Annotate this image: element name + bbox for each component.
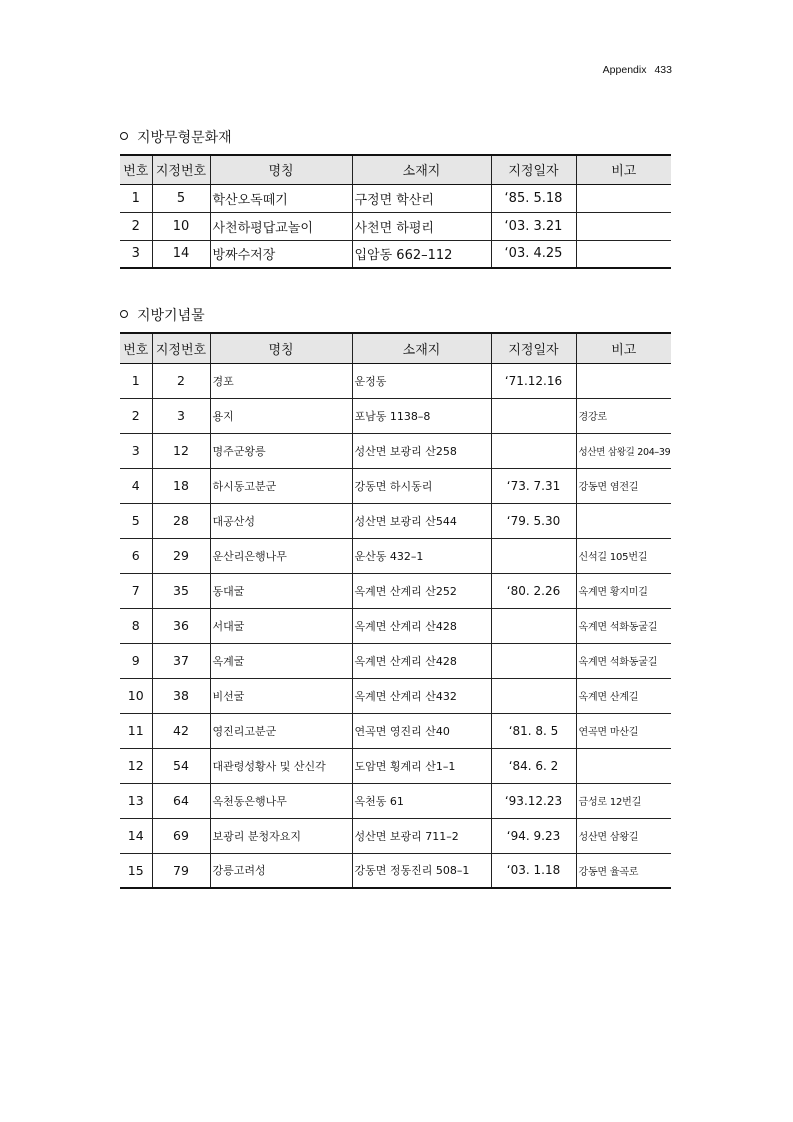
cell-name: 옥천동은행나무 xyxy=(210,783,352,818)
table-row xyxy=(120,818,671,853)
table-header-row xyxy=(120,333,671,363)
page-number: 433 xyxy=(654,64,672,76)
cell-location: 성산면 보광리 산544 xyxy=(352,503,491,538)
cell-location: 구정면 학산리 xyxy=(352,184,491,212)
cell-designation-number: 12 xyxy=(152,433,210,468)
cell-designation-date: ‘84. 6. 2 xyxy=(491,748,576,783)
cell-location: 운정동 xyxy=(352,363,491,398)
page-header xyxy=(560,64,672,76)
cell-designation-number: 36 xyxy=(152,608,210,643)
table-header-row xyxy=(120,155,671,184)
cell-remarks: 연곡면 마산길 xyxy=(576,713,671,748)
cell-remarks: 옥계면 석화동굴길 xyxy=(576,643,671,678)
cell-location: 옥계면 산계리 산428 xyxy=(352,643,491,678)
table-row xyxy=(120,643,671,678)
cell-name: 영진리고분군 xyxy=(210,713,352,748)
column-header-designation-date: 지정일자 xyxy=(491,155,576,184)
cell-designation-number: 14 xyxy=(152,240,210,268)
cell-number: 9 xyxy=(120,643,152,678)
cell-designation-number: 54 xyxy=(152,748,210,783)
column-header-designation-number: 지정번호 xyxy=(152,155,210,184)
column-header-name: 명칭 xyxy=(210,155,352,184)
table-row xyxy=(120,853,671,888)
cell-designation-date xyxy=(491,398,576,433)
cell-name: 동대굴 xyxy=(210,573,352,608)
cell-number: 3 xyxy=(120,240,152,268)
cell-remarks: 신석길 105번길 xyxy=(576,538,671,573)
column-header-location: 소재지 xyxy=(352,155,491,184)
cell-location: 옥천동 61 xyxy=(352,783,491,818)
cell-name: 보광리 분청자요지 xyxy=(210,818,352,853)
table-row xyxy=(120,363,671,398)
column-header-designation-date: 지정일자 xyxy=(491,333,576,363)
cell-name: 학산오독떼기 xyxy=(210,184,352,212)
cell-name: 사천하평답교놀이 xyxy=(210,212,352,240)
cell-designation-number: 37 xyxy=(152,643,210,678)
cell-remarks: 강동면 율곡로 xyxy=(576,853,671,888)
intangible-heritage-table xyxy=(120,154,671,269)
table-row xyxy=(120,433,671,468)
cell-number: 1 xyxy=(120,363,152,398)
cell-remarks: 옥계면 황지미길 xyxy=(576,573,671,608)
column-header-location: 소재지 xyxy=(352,333,491,363)
cell-name: 경포 xyxy=(210,363,352,398)
cell-remarks xyxy=(576,363,671,398)
cell-designation-date: ‘93.12.23 xyxy=(491,783,576,818)
cell-designation-number: 3 xyxy=(152,398,210,433)
cell-designation-number: 29 xyxy=(152,538,210,573)
table-row xyxy=(120,240,671,268)
cell-designation-number: 79 xyxy=(152,853,210,888)
cell-name: 운산리은행나무 xyxy=(210,538,352,573)
cell-designation-number: 18 xyxy=(152,468,210,503)
cell-number: 3 xyxy=(120,433,152,468)
cell-number: 1 xyxy=(120,184,152,212)
circle-bullet-icon xyxy=(120,310,128,318)
cell-location: 도암면 횡계리 산1–1 xyxy=(352,748,491,783)
table-row xyxy=(120,468,671,503)
cell-designation-date xyxy=(491,608,576,643)
section-title-intangible-heritage: 지방무형문화재 xyxy=(120,127,232,147)
column-header-number: 번호 xyxy=(120,155,152,184)
cell-name: 대공산성 xyxy=(210,503,352,538)
cell-designation-number: 2 xyxy=(152,363,210,398)
cell-designation-number: 69 xyxy=(152,818,210,853)
cell-number: 12 xyxy=(120,748,152,783)
cell-remarks xyxy=(576,748,671,783)
cell-remarks: 강동면 염전길 xyxy=(576,468,671,503)
column-header-remarks: 비고 xyxy=(576,333,671,363)
cell-number: 14 xyxy=(120,818,152,853)
column-header-name: 명칭 xyxy=(210,333,352,363)
cell-designation-date xyxy=(491,433,576,468)
cell-number: 13 xyxy=(120,783,152,818)
cell-location: 강동면 하시동리 xyxy=(352,468,491,503)
section-title-monuments: 지방기념물 xyxy=(120,305,205,325)
cell-designation-number: 42 xyxy=(152,713,210,748)
cell-remarks xyxy=(576,184,671,212)
cell-name: 용지 xyxy=(210,398,352,433)
cell-location: 성산면 보광리 산258 xyxy=(352,433,491,468)
cell-location: 사천면 하평리 xyxy=(352,212,491,240)
table-row xyxy=(120,608,671,643)
table-row xyxy=(120,573,671,608)
cell-name: 강릉고려성 xyxy=(210,853,352,888)
cell-name: 하시동고분군 xyxy=(210,468,352,503)
cell-location: 옥계면 산계리 산252 xyxy=(352,573,491,608)
cell-number: 15 xyxy=(120,853,152,888)
cell-designation-number: 38 xyxy=(152,678,210,713)
cell-designation-number: 64 xyxy=(152,783,210,818)
cell-name: 명주군왕릉 xyxy=(210,433,352,468)
cell-remarks: 경강로 xyxy=(576,398,671,433)
cell-name: 방짜수저장 xyxy=(210,240,352,268)
appendix-label: Appendix xyxy=(602,64,647,76)
cell-number: 4 xyxy=(120,468,152,503)
cell-remarks: 옥계면 산계길 xyxy=(576,678,671,713)
cell-designation-date xyxy=(491,678,576,713)
cell-designation-date: ‘73. 7.31 xyxy=(491,468,576,503)
cell-number: 11 xyxy=(120,713,152,748)
table-row xyxy=(120,783,671,818)
table-row xyxy=(120,748,671,783)
table-row xyxy=(120,538,671,573)
cell-remarks xyxy=(576,503,671,538)
cell-remarks: 금성로 12번길 xyxy=(576,783,671,818)
cell-designation-date xyxy=(491,643,576,678)
cell-designation-date: ‘85. 5.18 xyxy=(491,184,576,212)
table-row xyxy=(120,503,671,538)
cell-number: 2 xyxy=(120,398,152,433)
cell-designation-number: 35 xyxy=(152,573,210,608)
cell-number: 10 xyxy=(120,678,152,713)
circle-bullet-icon xyxy=(120,132,128,140)
table-row xyxy=(120,713,671,748)
cell-number: 6 xyxy=(120,538,152,573)
cell-designation-date: ‘80. 2.26 xyxy=(491,573,576,608)
cell-number: 2 xyxy=(120,212,152,240)
cell-name: 대관령성황사 및 산신각 xyxy=(210,748,352,783)
table-row xyxy=(120,212,671,240)
cell-location: 연곡면 영진리 산40 xyxy=(352,713,491,748)
cell-remarks xyxy=(576,212,671,240)
cell-location: 강동면 정동진리 508–1 xyxy=(352,853,491,888)
cell-location: 옥계면 산계리 산432 xyxy=(352,678,491,713)
cell-designation-number: 5 xyxy=(152,184,210,212)
cell-designation-date: ‘79. 5.30 xyxy=(491,503,576,538)
cell-number: 8 xyxy=(120,608,152,643)
cell-remarks xyxy=(576,240,671,268)
column-header-designation-number: 지정번호 xyxy=(152,333,210,363)
cell-designation-number: 10 xyxy=(152,212,210,240)
cell-designation-date: ‘03. 4.25 xyxy=(491,240,576,268)
monuments-table xyxy=(120,332,671,889)
cell-location: 성산면 보광리 711–2 xyxy=(352,818,491,853)
cell-remarks: 성산면 삼왕길 204–39 xyxy=(576,433,671,468)
cell-designation-date: ‘81. 8. 5 xyxy=(491,713,576,748)
cell-number: 7 xyxy=(120,573,152,608)
cell-name: 옥계굴 xyxy=(210,643,352,678)
column-header-number: 번호 xyxy=(120,333,152,363)
cell-designation-date xyxy=(491,538,576,573)
cell-name: 비선굴 xyxy=(210,678,352,713)
table-row xyxy=(120,398,671,433)
cell-remarks: 성산면 삼왕길 xyxy=(576,818,671,853)
cell-remarks: 옥계면 석화동굴길 xyxy=(576,608,671,643)
cell-location: 입암동 662–112 xyxy=(352,240,491,268)
column-header-remarks: 비고 xyxy=(576,155,671,184)
cell-number: 5 xyxy=(120,503,152,538)
cell-location: 옥계면 산계리 산428 xyxy=(352,608,491,643)
table-row xyxy=(120,184,671,212)
cell-designation-date: ‘71.12.16 xyxy=(491,363,576,398)
cell-designation-date: ‘94. 9.23 xyxy=(491,818,576,853)
cell-location: 운산동 432–1 xyxy=(352,538,491,573)
cell-designation-number: 28 xyxy=(152,503,210,538)
table-row xyxy=(120,678,671,713)
cell-designation-date: ‘03. 1.18 xyxy=(491,853,576,888)
cell-location: 포남동 1138–8 xyxy=(352,398,491,433)
cell-designation-date: ‘03. 3.21 xyxy=(491,212,576,240)
cell-name: 서대굴 xyxy=(210,608,352,643)
